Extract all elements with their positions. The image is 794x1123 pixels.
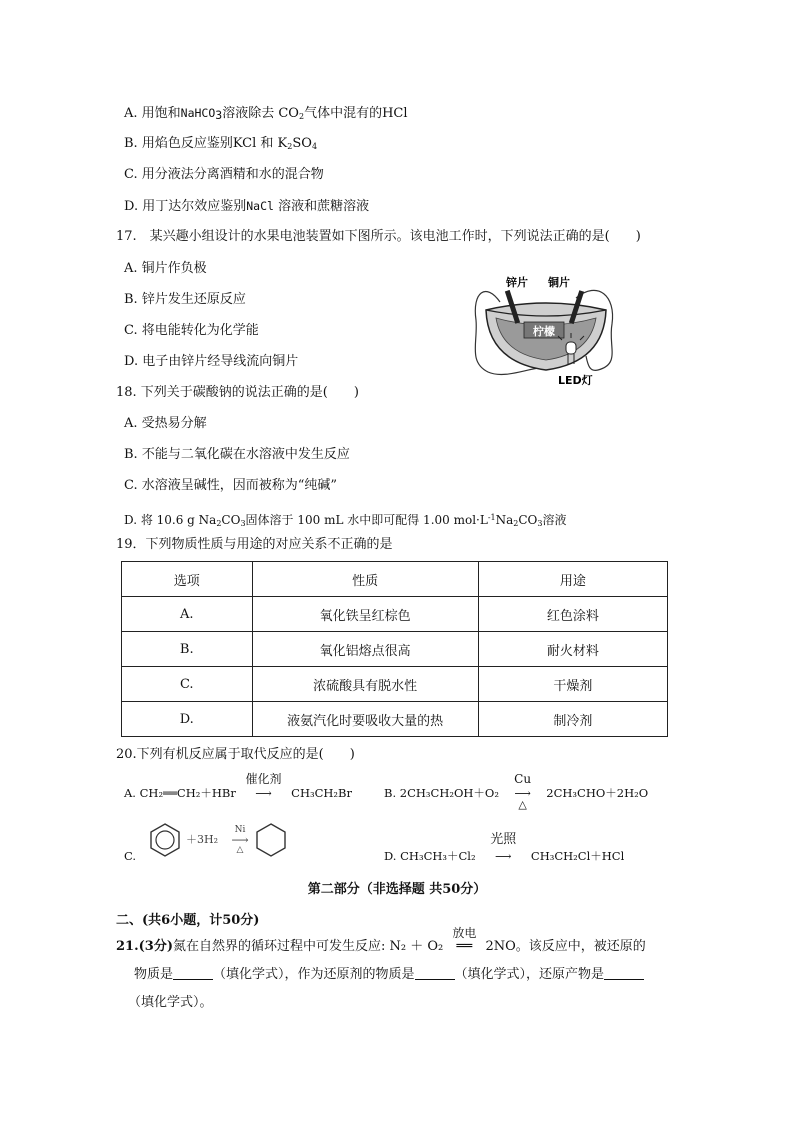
cyclohexane-icon: [254, 822, 288, 858]
q17-option-b: B. 锌片发生还原反应: [124, 292, 246, 307]
table-cell: 氧化铝熔点很高: [252, 632, 478, 667]
table-header-cell: 性质: [252, 562, 478, 597]
catalyst-label: 催化剂: [245, 772, 282, 786]
nickel-label: Ni: [234, 825, 246, 835]
answer-blank-3[interactable]: [604, 967, 644, 980]
q21-line1: 21.(3分)氮在自然界的循环过程中可发生反应: N₂ ＋ O₂ 放电 ══ 2NO。该反应中，被还原的: [116, 926, 646, 954]
heat-label: △: [236, 845, 244, 855]
table-cell: 红色涂料: [478, 597, 667, 632]
q21-line2: 物质是 （填化学式），作为还原剂的物质是 （填化学式），还原产物是: [134, 967, 644, 983]
q17-option-a: A. 铜片作负极: [124, 261, 207, 276]
q18-option-d: D. 将 10.6 g $Na_2CO_3$固体溶于 100 mL 水中即可配得 1.00 $mol\cdot L^{-1}Na_2CO_3$溶液: [124, 513, 567, 528]
answer-blank-2[interactable]: [415, 967, 455, 980]
table-cell: 制冷剂: [478, 702, 667, 737]
q16-option-c: C. 用分液法分离酒精和水的混合物: [124, 167, 324, 182]
q20-option-c-label: C.: [124, 849, 137, 863]
q17-stem: 17. 某兴趣小组设计的水果电池装置如下图所示。该电池工作时，下列说法正确的是( ): [116, 229, 641, 244]
q18-stem: 18. 下列关于碳酸钠的说法正确的是( ): [116, 385, 359, 400]
table-cell: 耐火材料: [478, 632, 667, 667]
q19-table: [121, 561, 668, 737]
arrow-icon: ⟶: [231, 833, 249, 847]
q20-option-b: B. 2CH₃CH₂OH＋O₂ Cu ⟶ △ 2CH₃CHO＋2H₂O: [384, 772, 649, 811]
fig-lemon-label: 柠檬: [533, 325, 555, 338]
q20-option-c-reagent: ＋3H₂: [186, 833, 219, 846]
fig-copper-label: 铜片: [548, 276, 570, 289]
table-cell: D.: [122, 702, 253, 737]
q19-stem: 19．下列物质性质与用途的对应关系不正确的是: [116, 537, 393, 552]
q16-option-b: B. 用焰色反应鉴别KCl 和 $K_2SO_4$: [124, 136, 318, 151]
q18-option-a: A. 受热易分解: [124, 416, 207, 431]
fig-zinc-label: 锌片: [506, 276, 528, 289]
answer-blank-1[interactable]: [173, 967, 213, 980]
table-header-cell: 用途: [478, 562, 667, 597]
table-row: [122, 702, 668, 737]
table-cell: 浓硫酸具有脱水性: [252, 667, 478, 702]
table-row: [122, 597, 668, 632]
benzene-icon: [148, 822, 182, 858]
q16-option-d: D. 用丁达尔效应鉴别NaCl 溶液和蔗糖溶液: [124, 199, 370, 214]
q20-stem: 20.下列有机反应属于取代反应的是( ): [116, 747, 355, 762]
table-cell: B.: [122, 632, 253, 667]
table-row: [122, 667, 668, 702]
table-cell: A.: [122, 597, 253, 632]
section-heading: 二、(共6小题，计50分): [116, 913, 260, 928]
q18-option-b: B. 不能与二氧化碳在水溶液中发生反应: [124, 447, 350, 462]
q17-option-d: D. 电子由锌片经导线流向铜片: [124, 354, 299, 369]
q20-option-a: A. CH₂══CH₂＋HBr 催化剂 ⟶ CH₃CH₂Br: [124, 772, 352, 800]
fruit-battery-figure: [466, 272, 626, 397]
table-cell: C.: [122, 667, 253, 702]
table-cell: 干燥剂: [478, 667, 667, 702]
q17-option-c: C. 将电能转化为化学能: [124, 323, 259, 338]
table-cell: 液氨汽化时要吸收大量的热: [252, 702, 478, 737]
table-cell: 氧化铁呈红棕色: [252, 597, 478, 632]
part2-title: 第二部分（非选择题 共50分）: [307, 882, 487, 897]
table-header-row: [122, 562, 668, 597]
q20-option-d: D. CH₃CH₃＋Cl₂ 光照 ⟶ CH₃CH₂Cl＋HCl: [384, 832, 625, 863]
table-row: [122, 632, 668, 667]
fig-led-label: LED灯: [558, 374, 593, 387]
q16-option-a: A. 用饱和NaHCO$_3$溶液除去 $CO_2$气体中混有的HCl: [124, 106, 408, 122]
q21-line3: （填化学式）。: [128, 995, 213, 1010]
table-header-cell: 选项: [122, 562, 253, 597]
q18-option-c: C. 水溶液呈碱性，因而被称为“纯碱”: [124, 478, 338, 493]
